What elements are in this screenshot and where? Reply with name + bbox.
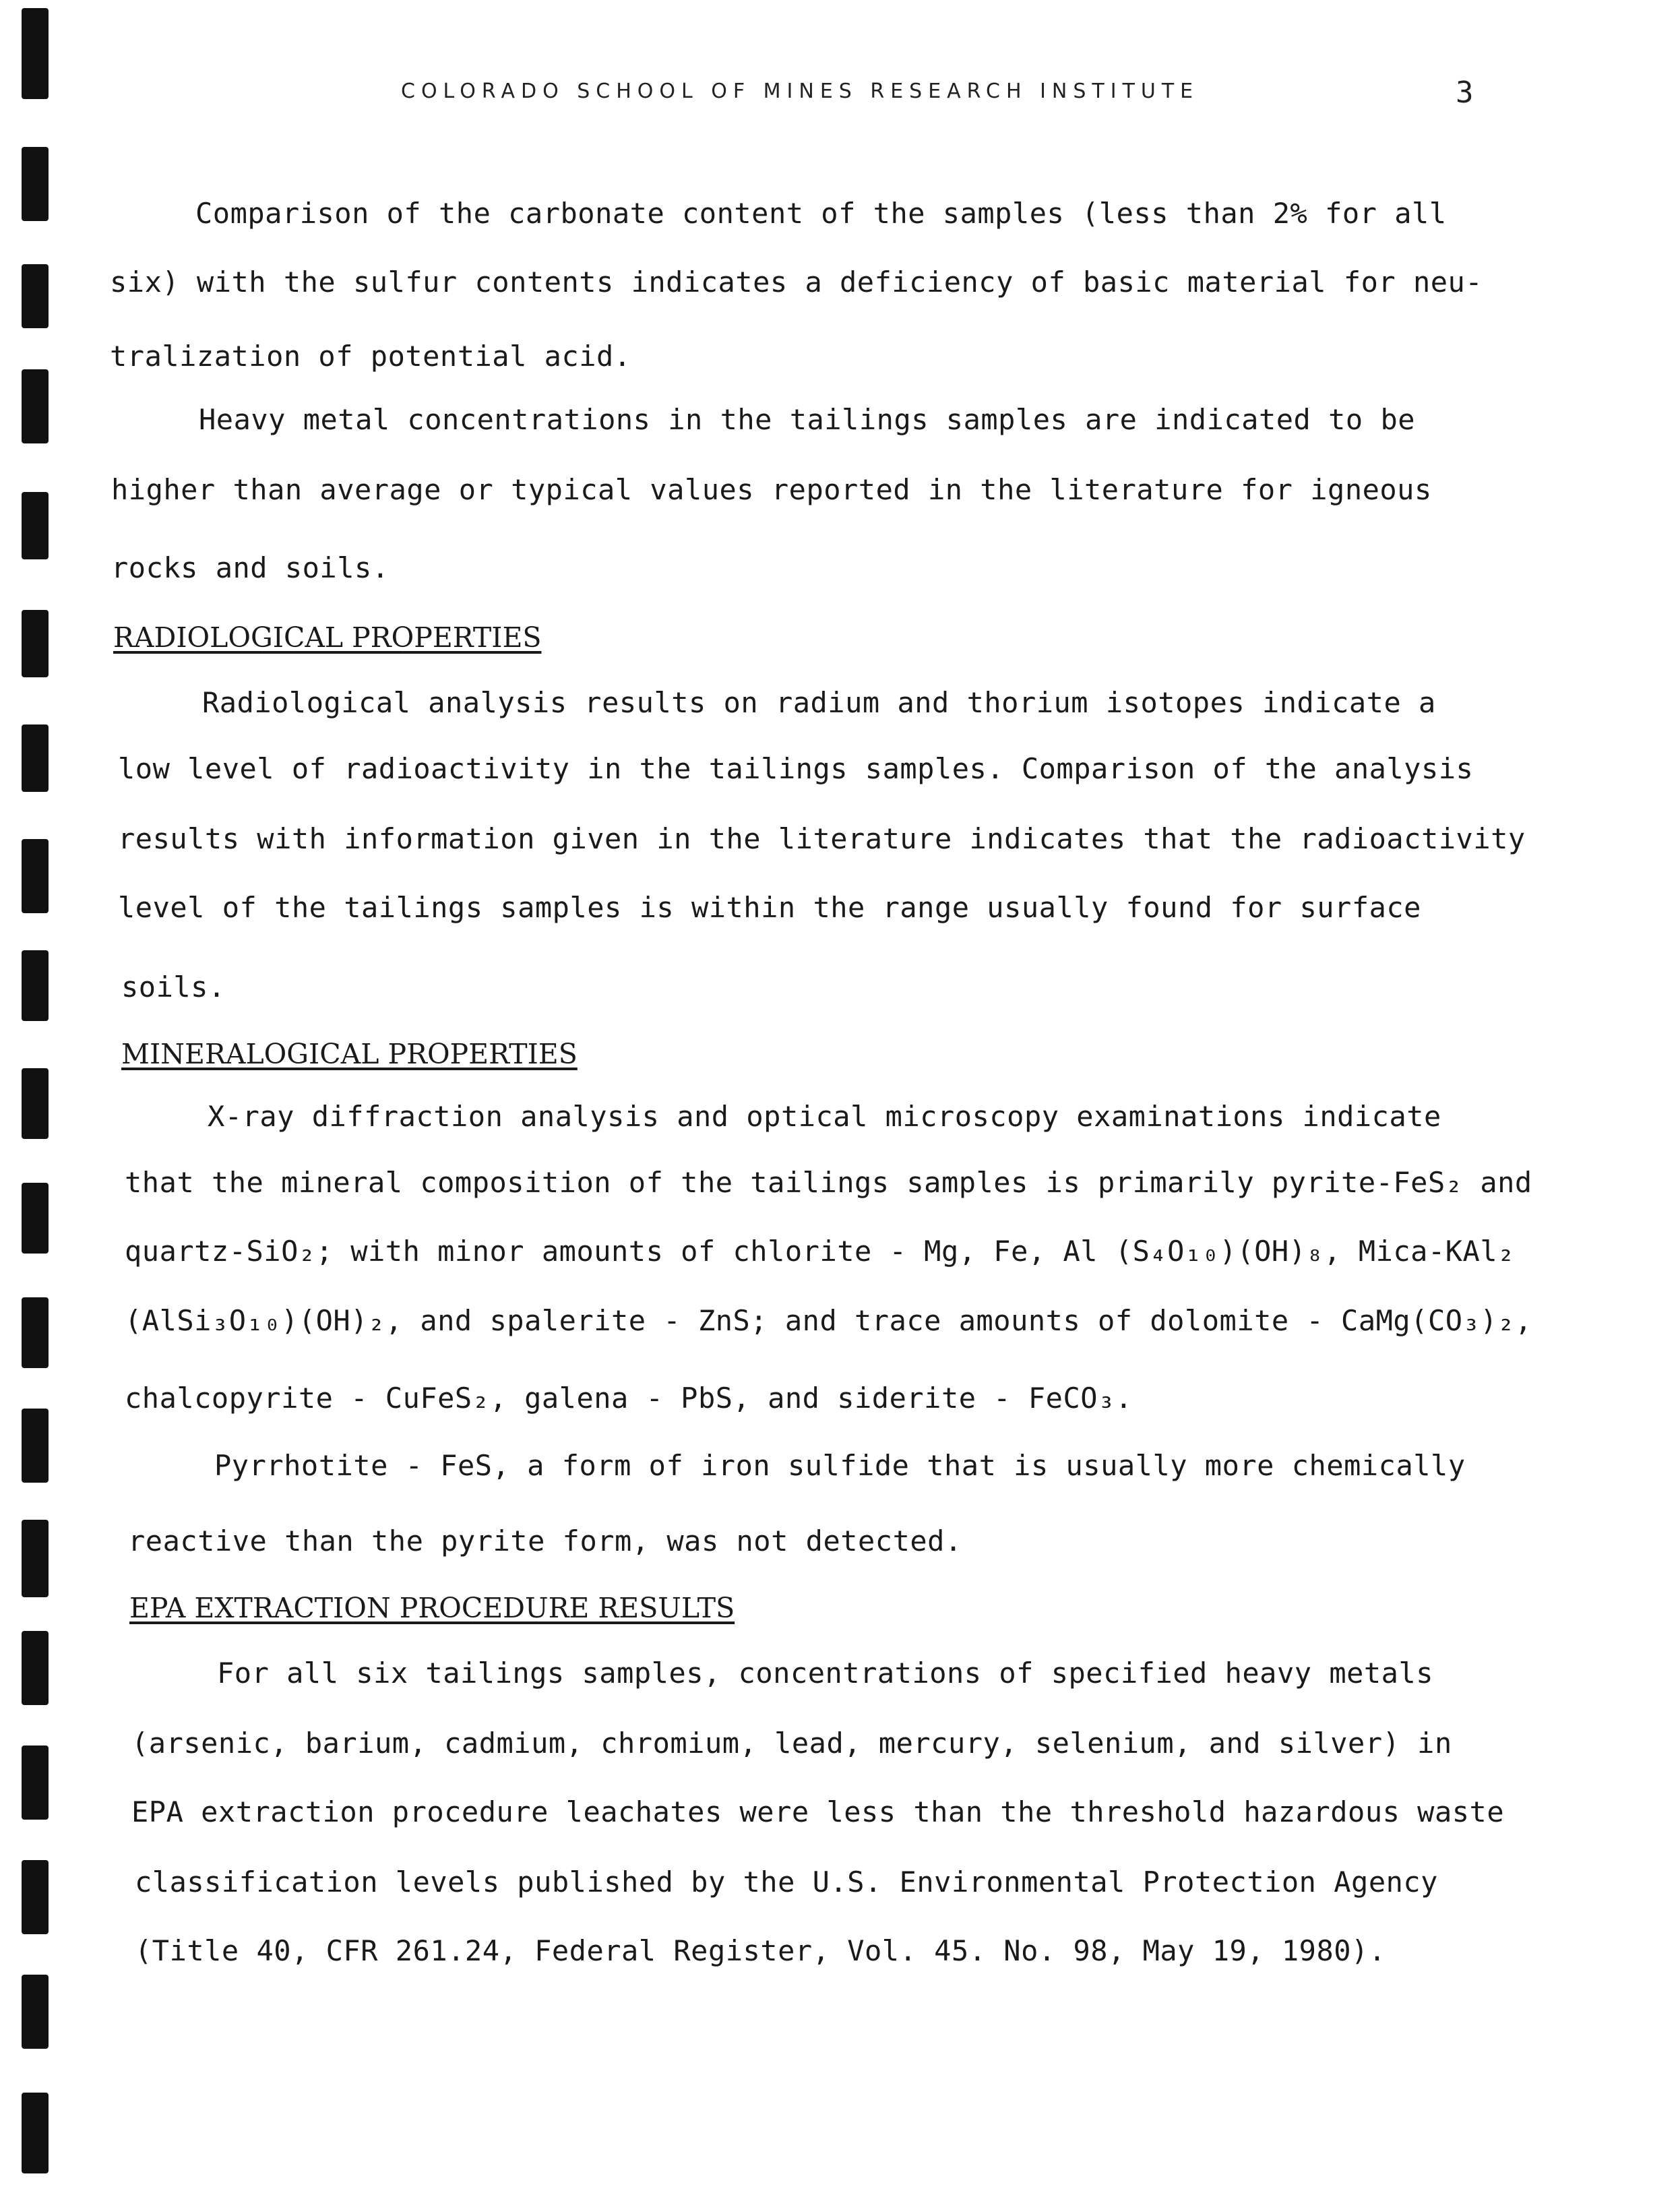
text-line: higher than average or typical values reported in the literature for igneous	[111, 473, 1432, 506]
text-line: tralization of potential acid.	[110, 340, 631, 373]
binder-mark	[22, 369, 49, 443]
text-line: Comparison of the carbonate content of the samples (less than 2% for all	[195, 197, 1447, 230]
binder-mark	[22, 1068, 49, 1139]
section-heading: MINERALOGICAL PROPERTIES	[121, 1038, 578, 1070]
text-line: six) with the sulfur contents indicates a deficiency of basic material for neu-	[110, 266, 1483, 299]
text-line: EPA extraction procedure leachates were less than the threshold hazardous waste	[131, 1795, 1505, 1828]
binder-mark	[22, 839, 49, 913]
text-line: that the mineral composition of the tailings samples is primarily pyrite-FeS₂ and	[125, 1166, 1532, 1199]
text-line: rocks and soils.	[111, 551, 390, 584]
text-line: Pyrrhotite - FeS, a form of iron sulfide that is usually more chemically	[214, 1449, 1466, 1482]
binder-mark	[22, 1631, 49, 1705]
binder-mark	[22, 492, 49, 559]
text-line: results with information given in the literature indicates that the radioactivity	[118, 822, 1526, 855]
binder-mark	[22, 147, 49, 221]
text-line: Radiological analysis results on radium and thorium isotopes indicate a	[202, 686, 1436, 719]
binder-mark	[22, 1746, 49, 1820]
running-header: COLORADO SCHOOL OF MINES RESEARCH INSTITUTE	[401, 80, 1200, 103]
text-line: (Title 40, CFR 261.24, Federal Register, Vol. 45. No. 98, May 19, 1980).	[135, 1934, 1386, 1967]
text-line: low level of radioactivity in the tailings samples. Comparison of the analysis	[118, 752, 1474, 785]
binder-mark	[22, 950, 49, 1021]
text-line: classification levels published by the U.S. Environmental Protection Agency	[135, 1865, 1438, 1898]
text-line: chalcopyrite - CuFeS₂, galena - PbS, and siderite - FeCO₃.	[125, 1382, 1133, 1415]
binder-mark	[22, 1297, 49, 1368]
text-line: For all six tailings samples, concentrations of specified heavy metals	[217, 1657, 1434, 1690]
text-line: X-ray diffraction analysis and optical microscopy examinations indicate	[208, 1100, 1441, 1133]
binder-mark	[22, 1975, 49, 2049]
section-heading: RADIOLOGICAL PROPERTIES	[113, 621, 542, 654]
binder-mark	[22, 1860, 49, 1934]
text-line: quartz-SiO₂; with minor amounts of chlorite - Mg, Fe, Al (S₄O₁₀)(OH)₈, Mica-KAl₂	[125, 1235, 1515, 1268]
text-line: soils.	[121, 970, 226, 1003]
section-heading: EPA EXTRACTION PROCEDURE RESULTS	[129, 1592, 735, 1624]
binder-mark	[22, 1520, 49, 1597]
binder-mark	[22, 724, 49, 792]
page-number: 3	[1456, 75, 1474, 110]
text-line: (AlSi₃O₁₀)(OH)₂, and spalerite - ZnS; and trace amounts of dolomite - CaMg(CO₃)₂,	[125, 1304, 1532, 1337]
text-line: (arsenic, barium, cadmium, chromium, lead, mercury, selenium, and silver) in	[131, 1727, 1452, 1760]
binder-mark	[22, 1409, 49, 1483]
binder-mark	[22, 264, 49, 328]
binder-mark	[22, 610, 49, 677]
text-line: reactive than the pyrite form, was not detected.	[128, 1524, 962, 1557]
binder-mark	[22, 1183, 49, 1254]
text-line: level of the tailings samples is within the range usually found for surface	[118, 891, 1421, 924]
binder-mark	[22, 8, 49, 99]
binder-mark	[22, 2093, 49, 2173]
text-line: Heavy metal concentrations in the tailings samples are indicated to be	[199, 403, 1416, 436]
